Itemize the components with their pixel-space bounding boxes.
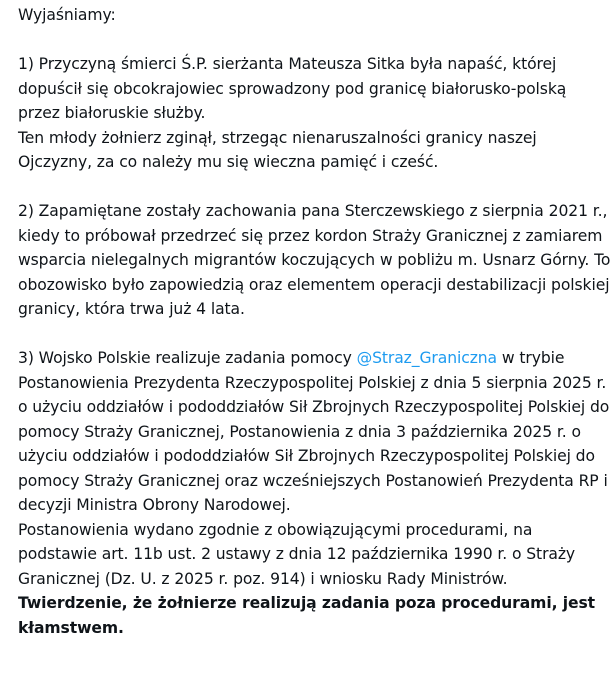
paragraph-2: 2) Zapamiętane zostały zachowania pana Sterczewskiego z sierpnia 2021 r., kiedy to próbował przedrzeć się przez kordon Straży Granicznej z zamiarem wsparcia nielegalnych migrantów koczujących w pobliżu m. Usnarz Górny. To obozowisko było zapowiedzią oraz elementem operacji destabilizacji polskiej granicy, która trwa już 4 lata. <box>18 202 611 318</box>
paragraph-1-continued: Ten młody żołnierz zginął, strzegąc nienaruszalności granicy naszej Ojczyzny, za co należy mu się wieczna pamięć i cześć. <box>18 128 537 171</box>
spacer <box>18 322 612 347</box>
spacer <box>18 28 612 53</box>
paragraph-3-continued: Postanowienia wydano zgodnie z obowiązującymi procedurami, na podstawie art. 11b ust. 2 ustawy z dnia 12 października 1990 r. o Straży Granicznej (Dz. U. z 2025 r. poz. 914) i wniosku Rady Ministrów. <box>18 520 576 588</box>
paragraph-3-suffix: w trybie Postanowienia Prezydenta Rzeczypospolitej Polskiej z dnia 5 sierpnia 2025 r. o użyciu oddziałów i pododdziałów Sił Zbrojnych Rzeczypospolitej Polskiej do pomocy Straży Granicznej, Postanowienia z dnia 3 października 2025 r. o użyciu oddziałów i pododdziałów Sił Zbrojnych Rzeczypospolitej Polskiej do pomocy Straży Granicznej oraz wcześniejszych Postanowień Prezydenta RP i decyzji Ministra Obrony Narodowej. <box>18 349 610 514</box>
mention-link-straz-graniczna[interactable]: @Straz_Graniczna <box>356 349 498 367</box>
closing-statement: Twierdzenie, że żołnierze realizują zadania poza procedurami, jest kłamstwem. <box>18 594 595 637</box>
intro-text: Wyjaśniamy: <box>18 6 116 24</box>
spacer <box>18 175 612 200</box>
paragraph-3-prefix: 3) Wojsko Polskie realizuje zadania pomocy <box>18 349 357 367</box>
paragraph-1: 1) Przyczyną śmierci Ś.P. sierżanta Mateusza Sitka była napaść, której dopuścił się obcokrajowiec sprowadzony pod granicę białorusko-polską przez białoruskie służby. <box>18 55 567 122</box>
post-text <box>18 3 612 640</box>
paragraph-3 <box>18 346 612 518</box>
